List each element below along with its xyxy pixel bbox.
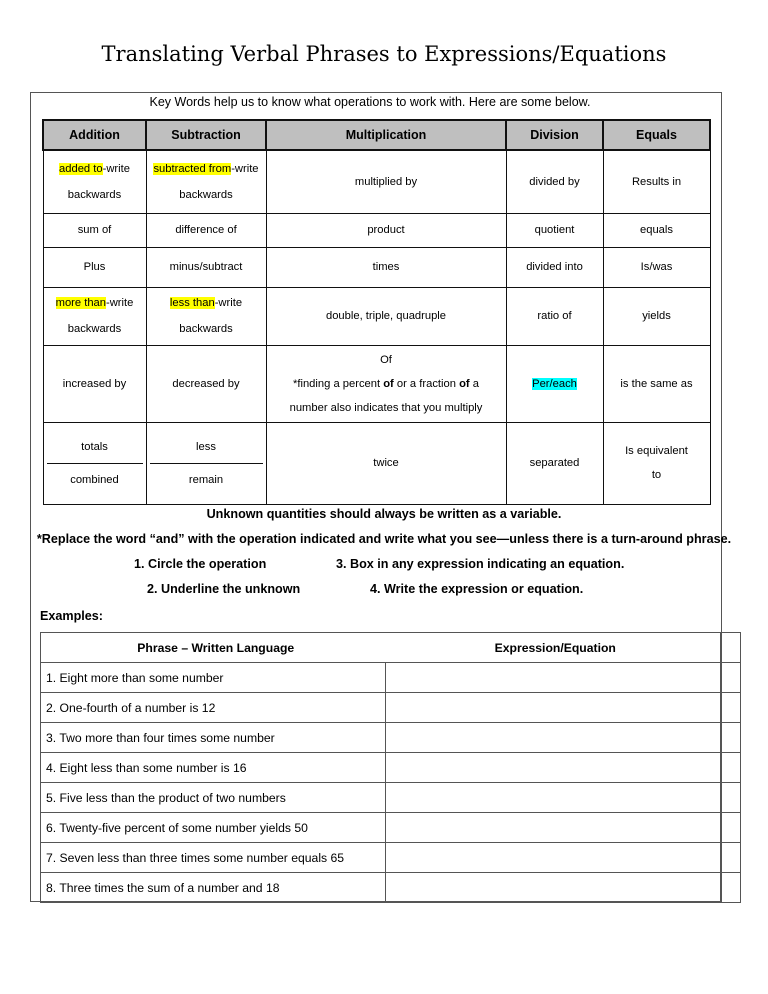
divider	[47, 463, 143, 464]
cell-less-than	[146, 287, 266, 345]
cell-divided-into: divided into	[506, 247, 603, 287]
cell-sum-of: sum of	[43, 213, 146, 247]
to-text: to	[651, 469, 662, 481]
answer-cell[interactable]	[386, 813, 721, 843]
cell-twice: twice	[266, 422, 506, 504]
header-division: Division	[506, 120, 603, 150]
highlight-more-than: more than	[55, 297, 106, 309]
margin-cell	[721, 783, 741, 813]
header-expression: Expression/Equation	[386, 633, 721, 663]
cell-separated: separated	[506, 422, 603, 504]
cell-divided-by: divided by	[506, 150, 603, 213]
step-circle: 1. Circle the operation	[134, 557, 267, 571]
note-bold-of: of	[459, 377, 470, 390]
answer-cell[interactable]	[386, 873, 721, 903]
example-phrase: 3. Two more than four times some number	[41, 723, 386, 753]
cell-ratio-of: ratio of	[506, 287, 603, 345]
note-part: *finding a percent	[293, 377, 384, 390]
write-suffix: -write	[214, 297, 243, 309]
example-phrase: 4. Eight less than some number is 16	[41, 753, 386, 783]
answer-cell[interactable]	[386, 783, 721, 813]
cell-quotient: quotient	[506, 213, 603, 247]
backwards-text: backwards	[67, 188, 122, 201]
answer-cell[interactable]	[386, 843, 721, 873]
answer-cell[interactable]	[386, 753, 721, 783]
margin-cell	[721, 843, 741, 873]
highlight-added-to: added to	[59, 162, 103, 175]
unknown-note: Unknown quantities should always be written as a variable.	[206, 507, 562, 521]
answer-cell[interactable]	[386, 663, 721, 693]
examples-table	[40, 632, 741, 903]
cell-is-equivalent	[603, 422, 710, 504]
step-box: 3. Box in any expression indicating an equation.	[336, 557, 625, 571]
backwards-text: backwards	[179, 323, 233, 335]
replace-and-note: *Replace the word “and” with the operation indicated and write what you see—unless there is a turn-around phrase.	[36, 532, 732, 546]
cell-of-note	[266, 345, 506, 422]
header-addition: Addition	[43, 120, 146, 150]
remain-text: remain	[188, 473, 224, 486]
cell-is-same-as: is the same as	[603, 345, 710, 422]
example-phrase: 1. Eight more than some number	[41, 663, 386, 693]
example-phrase: 2. One-fourth of a number is 12	[41, 693, 386, 723]
cell-equals: equals	[603, 213, 710, 247]
less-text: less	[196, 440, 216, 453]
backwards-text: backwards	[179, 188, 233, 201]
margin-cell	[721, 693, 741, 723]
cell-totals-combined	[43, 422, 146, 504]
header-subtraction: Subtraction	[146, 120, 266, 150]
cell-decreased-by: decreased by	[146, 345, 266, 422]
combined-text: combined	[70, 473, 119, 486]
totals-text: totals	[81, 440, 108, 453]
example-phrase: 8. Three times the sum of a number and 18	[41, 873, 386, 903]
backwards-text: backwards	[67, 323, 122, 335]
note-bold-of: of	[383, 377, 394, 390]
cell-product: product	[266, 213, 506, 247]
intro-text: Key Words help us to know what operations to work with. Here are some below.	[149, 95, 591, 109]
equivalent-text: Is equivalent	[625, 445, 688, 457]
cell-minus-subtract: minus/subtract	[146, 247, 266, 287]
answer-cell[interactable]	[386, 723, 721, 753]
write-suffix: -write	[106, 297, 134, 309]
cell-subtracted-from	[146, 150, 266, 213]
cell-difference-of: difference of	[146, 213, 266, 247]
cell-times: times	[266, 247, 506, 287]
write-suffix: -write	[231, 162, 259, 175]
note-part: number also indicates that you multiply	[289, 401, 483, 414]
header-phrase: Phrase – Written Language	[41, 633, 386, 663]
cell-more-than	[43, 287, 146, 345]
header-multiplication: Multiplication	[266, 120, 506, 150]
margin-cell	[721, 723, 741, 753]
example-phrase: 6. Twenty-five percent of some number yields 50	[41, 813, 386, 843]
cell-per-each	[506, 345, 603, 422]
of-text: Of	[380, 353, 392, 366]
margin-cell	[721, 633, 741, 663]
example-phrase: 5. Five less than the product of two numbers	[41, 783, 386, 813]
margin-cell	[721, 753, 741, 783]
answer-cell[interactable]	[386, 693, 721, 723]
key-words-table	[42, 119, 711, 505]
cell-added-to	[43, 150, 146, 213]
step-underline: 2. Underline the unknown	[147, 582, 301, 596]
cell-yields: yields	[603, 287, 710, 345]
highlight-less-than: less than	[169, 297, 215, 309]
step-write: 4. Write the expression or equation.	[370, 582, 584, 596]
note-part: or a fraction	[393, 377, 460, 390]
example-phrase: 7. Seven less than three times some number equals 65	[41, 843, 386, 873]
cell-is-was: Is/was	[603, 247, 710, 287]
highlight-subtracted-from: subtracted from	[153, 162, 232, 175]
cell-increased-by: increased by	[43, 345, 146, 422]
divider	[150, 463, 263, 464]
page-title: Translating Verbal Phrases to Expressions/Equations	[101, 42, 667, 66]
cell-less-remain	[146, 422, 266, 504]
cell-multiplied-by: multiplied by	[266, 150, 506, 213]
highlight-per-each: Per/each	[532, 377, 577, 390]
cell-results-in: Results in	[603, 150, 710, 213]
header-equals: Equals	[603, 120, 710, 150]
cell-double-triple: double, triple, quadruple	[266, 287, 506, 345]
cell-plus: Plus	[43, 247, 146, 287]
examples-label: Examples:	[40, 609, 103, 623]
margin-cell	[721, 873, 741, 903]
margin-cell	[721, 813, 741, 843]
note-part: a	[469, 377, 479, 390]
write-suffix: -write	[102, 162, 130, 175]
margin-cell	[721, 663, 741, 693]
